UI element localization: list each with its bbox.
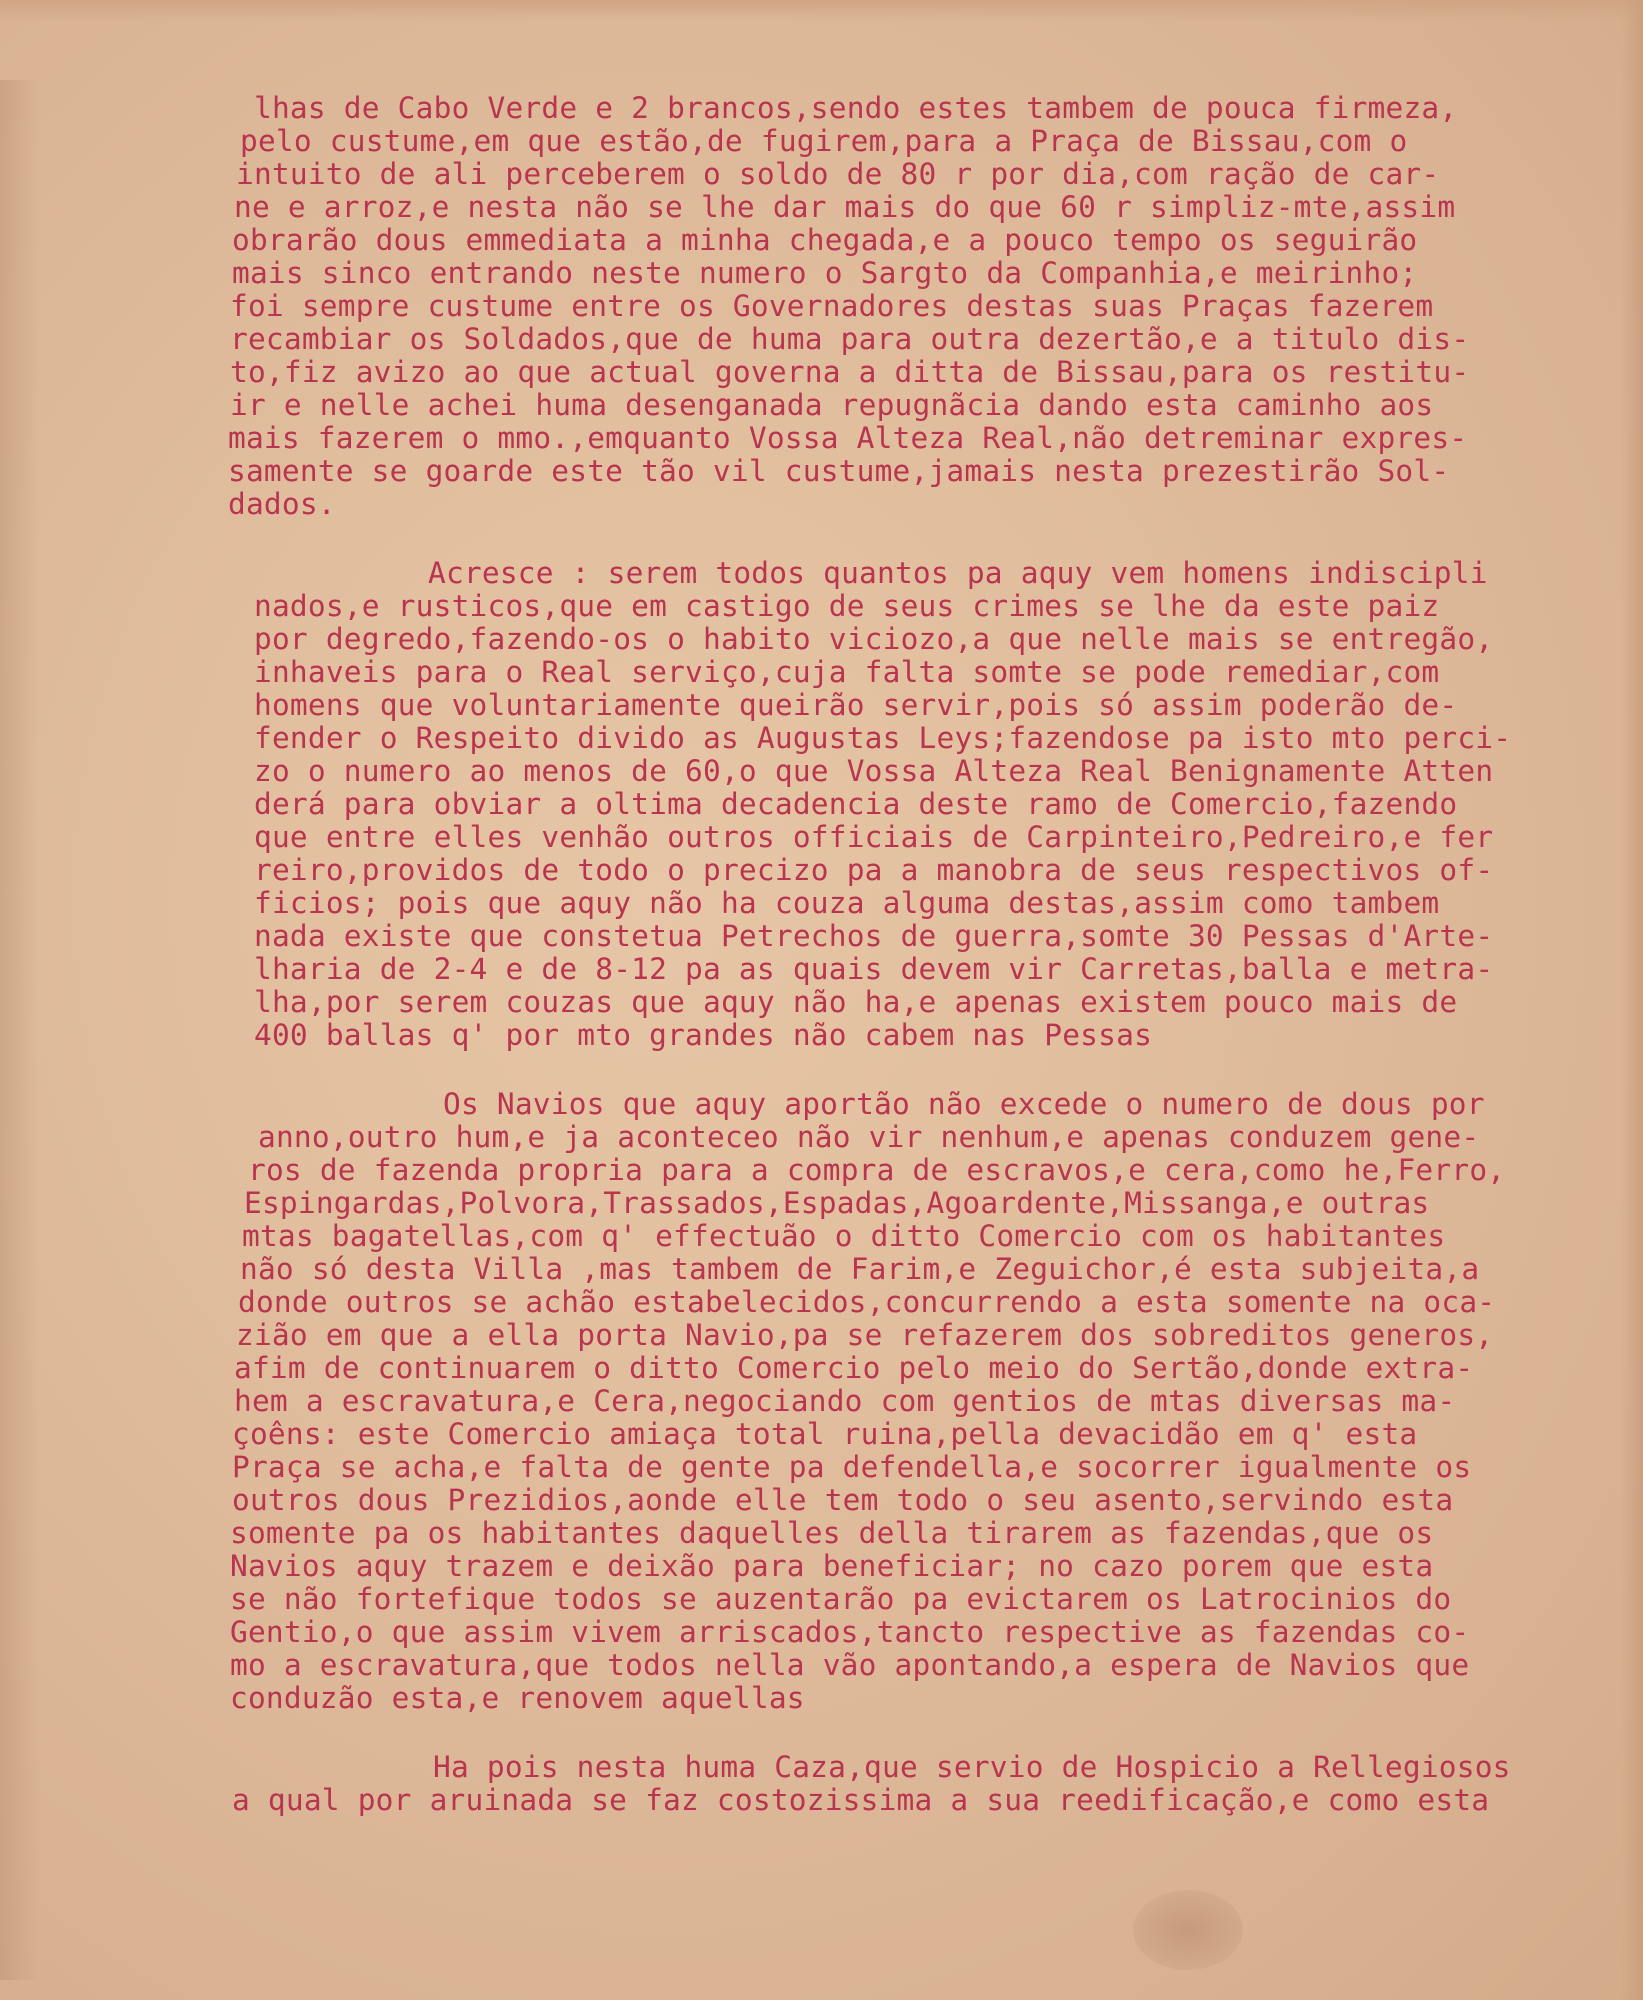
text-line: mais fazerem o mmo.,emquanto Vossa Alteza Real,não detreminar expres- [228,421,1468,455]
text-line: pelo custume,em que estão,de fugirem,para a Praça de Bissau,com o [240,124,1408,158]
text-line: donde outros se achão estabelecidos,concurrendo a esta somente na oca- [238,1285,1496,1319]
paragraph-1 [228,92,1628,521]
text-line: çoêns: este Comercio amiaça total ruina,pella devacidão em q' esta [232,1417,1418,1451]
text-line: que entre elles venhão outros officiais de Carpinteiro,Pedreiro,e fer [254,820,1494,854]
paper-top-edge [0,0,1643,22]
text-line: recambiar os Soldados,que de huma para outra dezertão,e a titulo dis- [230,322,1470,356]
text-line: somente pa os habitantes daquelles della tirarem as fazendas,que os [230,1516,1434,1550]
text-line: lha,por serem couzas que aquy não ha,e apenas existem pouco mais de [254,985,1458,1019]
text-line: mo a escravatura,que todos nella vão apontando,a espera de Navios que [230,1648,1470,1682]
text-line: intuito de ali perceberem o soldo de 80 r por dia,com ração de car- [236,157,1440,191]
text-line: inhaveis para o Real serviço,cuja falta somte se pode remediar,com [254,655,1440,689]
text-line: ficios; pois que aquy não ha couza alguma destas,assim como tambem [254,886,1440,920]
text-line: se não fortefique todos se auzentarão pa evictarem os Latrocinios do [230,1582,1452,1616]
paragraph-4 [228,1751,1628,1817]
text-line: lhas de Cabo Verde e 2 brancos,sendo estes tambem de pouca firmeza, [254,91,1458,125]
text-line: derá para obviar a oltima decadencia deste ramo de Comercio,fazendo [254,787,1458,821]
text-line: mtas bagatellas,com q' effectuão o ditto Comercio com os habitantes [242,1219,1446,1253]
paragraph-3 [228,1088,1628,1715]
text-line: samente se goarde este tão vil custume,jamais nesta prezestirão Sol- [228,454,1450,488]
paper-fold-shadow [0,80,40,1980]
text-line: nada existe que constetua Petrechos de guerra,somte 30 Pessas d'Arte- [254,919,1494,953]
text-line: 400 ballas q' por mto grandes não cabem nas Pessas [254,1018,1153,1052]
text-line: a qual por aruinada se faz costozissima a sua reedificação,e como esta [232,1783,1490,1817]
text-line: lharia de 2-4 e de 8-12 pa as quais devem vir Carretas,balla e metra- [254,952,1494,986]
text-line: dados. [228,487,336,521]
text-line: conduzão esta,e renovem aquellas [230,1681,805,1715]
text-line: Acresce : serem todos quantos pa aquy vem homens indiscipli [428,556,1488,590]
text-line: reiro,providos de todo o precizo pa a manobra de seus respectivos of- [254,853,1494,887]
text-line: Espingardas,Polvora,Trassados,Espadas,Agoardente,Missanga,e outras [244,1186,1430,1220]
text-line: Navios aquy trazem e deixão para beneficiar; no cazo porem que esta [230,1549,1434,1583]
text-line: não só desta Villa ,mas tambem de Farim,e Zeguichor,é esta subjeita,a [240,1252,1480,1286]
text-line: hem a escravatura,e Cera,negociando com gentios de mtas diversas ma- [234,1384,1456,1418]
text-line: mais sinco entrando neste numero o Sargto da Companhia,e meirinho; [232,256,1418,290]
text-line: fender o Respeito divido as Augustas Leys;fazendose pa isto mto perci- [254,721,1512,755]
text-line: por degredo,fazendo-os o habito viciozo,a que nelle mais se entregão, [254,622,1494,656]
text-line: ir e nelle achei huma desenganada repugnãcia dando esta caminho aos [230,388,1434,422]
text-line: afim de continuarem o ditto Comercio pelo meio do Sertão,donde extra- [234,1351,1474,1385]
text-line: Praça se acha,e falta de gente pa defendella,e socorrer igualmente os [232,1450,1472,1484]
paragraph-2 [228,557,1628,1052]
text-line: Os Navios que aquy aportão não excede o numero de dous por [443,1087,1485,1121]
text-line: Gentio,o que assim vivem arriscados,tancto respective as fazendas co- [230,1615,1470,1649]
text-line: anno,outro hum,e ja aconteceo não vir nenhum,e apenas conduzem gene- [258,1120,1480,1154]
text-line: zo o numero ao menos de 60,o que Vossa Alteza Real Benignamente Atten [254,754,1494,788]
text-line: obrarão dous emmediata a minha chegada,e a pouco tempo os seguirão [232,223,1418,257]
text-line: zião em que a ella porta Navio,pa se refazerem dos sobreditos generos, [236,1318,1494,1352]
text-line: to,fiz avizo ao que actual governa a ditta de Bissau,para os restitu- [230,355,1470,389]
typed-text-body [228,92,1628,1817]
text-line: Ha pois nesta huma Caza,que servio de Hospicio a Rellegiosos [433,1750,1511,1784]
text-line: homens que voluntariamente queirão servir,pois só assim poderão de- [254,688,1458,722]
text-line: outros dous Prezidios,aonde elle tem todo o seu asento,servindo esta [232,1483,1454,1517]
text-line: ne e arroz,e nesta não se lhe dar mais do que 60 r simpliz-mte,assim [234,190,1456,224]
text-line: foi sempre custume entre os Governadores destas suas Praças fazerem [230,289,1434,323]
paper-stain [1133,1890,1243,1970]
text-line: nados,e rusticos,que em castigo de seus crimes se lhe da este paiz [254,589,1440,623]
text-line: ros de fazenda propria para a compra de escravos,e cera,como he,Ferro, [248,1153,1506,1187]
